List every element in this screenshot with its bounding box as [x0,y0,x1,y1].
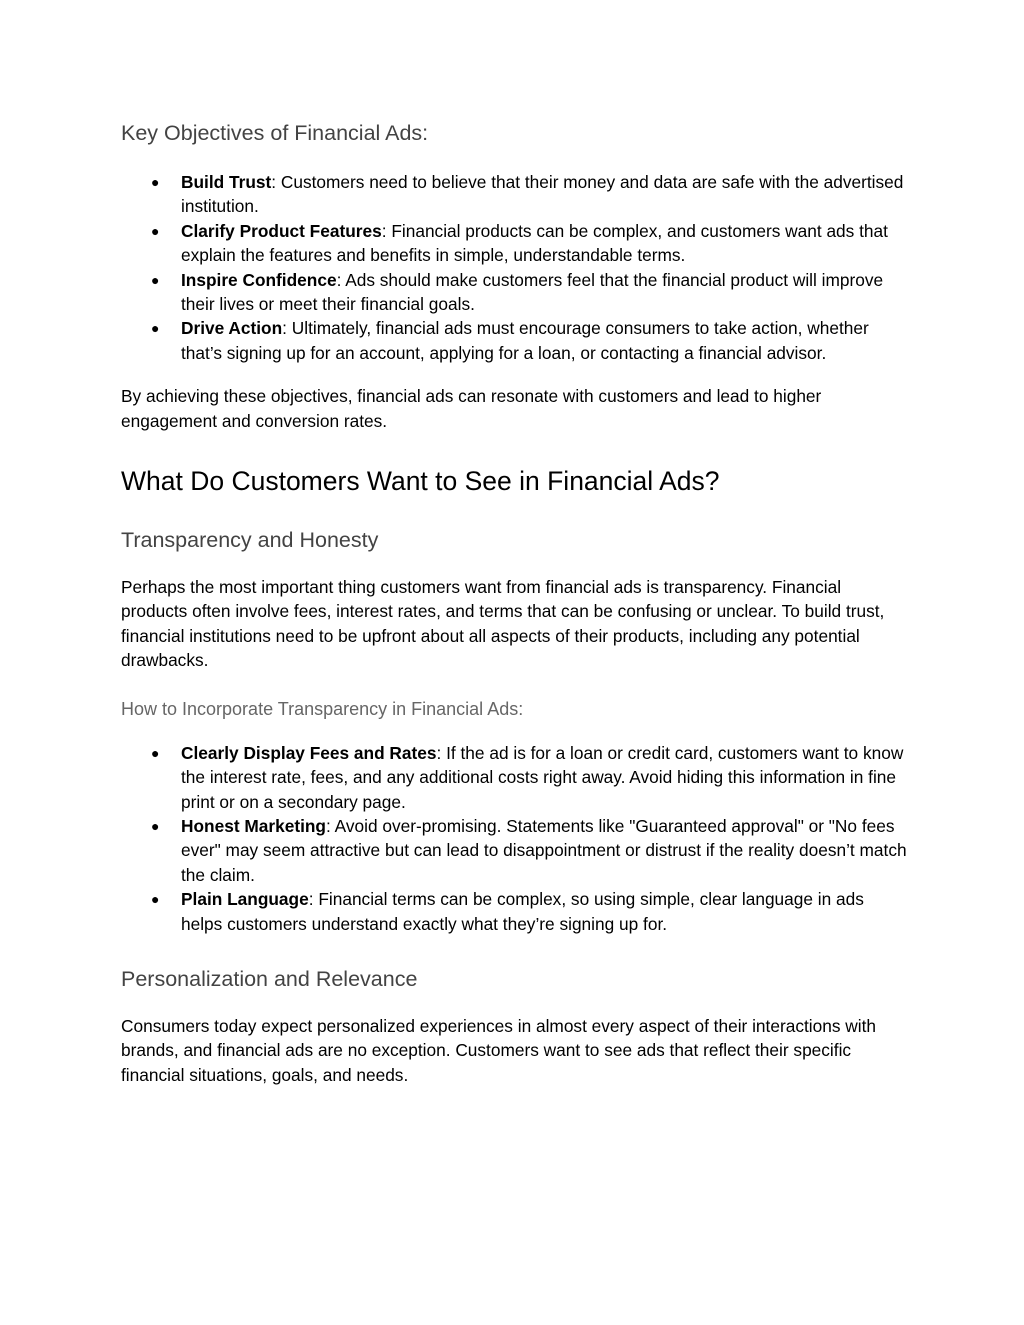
list-item-title: Honest Marketing [181,815,326,836]
bullet-icon: ● [151,222,160,239]
list-item [121,268,907,317]
bullet-icon: ● [151,817,160,834]
personalization-paragraph: Consumers today expect personalized experiences in almost every aspect of their interactions with brands, and financial ads are no exception. Customers want to see ads that reflect their specific financial situations, goals, and needs. [121,1015,876,1085]
list-item [121,814,907,887]
bullet-icon: ● [151,744,160,761]
section-title: What Do Customers Want to See in Financial Ads? [121,466,720,497]
document-page [121,118,907,1087]
objectives-summary: By achieving these objectives, financial ads can resonate with customers and lead to higher engagement and conversion rates. [121,386,822,431]
list-item-title: Build Trust [181,172,272,192]
list-item-text: : Customers need to believe that their money and data are safe with the advertised institution. [181,172,904,217]
bullet-icon: ● [151,271,160,288]
key-objectives-heading: Key Objectives of Financial Ads: [121,121,429,145]
list-item [121,887,907,936]
list-item-text: : Ultimately, financial ads must encourage consumers to take action, whether that’s signing up for an account, applying for a loan, or contacting a financial advisor. [181,318,869,363]
list-item-title: Clarify Product Features [181,220,382,241]
bullet-icon: ● [151,320,160,337]
bullet-icon: ● [151,174,160,190]
list-item-title: Inspire Confidence [181,269,337,290]
transparency-paragraph: Perhaps the most important thing customers want from financial ads is transparency. Financial products often involve fees, interest rates, and terms that can be confusing or unclear. To build trust, financial institutions need to be upfront about all aspects of their products, including any potential drawbacks. [121,577,885,671]
list-item [121,741,907,814]
list-item-title: Plain Language [181,889,309,910]
transparency-subheading: How to Incorporate Transparency in Financial Ads: [121,698,524,719]
list-item [121,316,907,365]
list-item-text: : If the ad is for a loan or credit card, customers want to know the interest rate, fees, and any additional costs right away. Avoid hiding this information in fine print or on a secondary page. [181,742,904,812]
list-item-text: : Financial products can be complex, and customers want ads that explain the features and benefits in simple, understandable terms. [181,220,888,266]
list-item [121,170,907,219]
list-item-text: : Ads should make customers feel that the financial product will improve their lives or meet their financial goals. [181,269,884,315]
transparency-heading: Transparency and Honesty [121,528,379,553]
list-item-text: : Avoid over-promising. Statements like "Guaranteed approval" or "No fees ever" may seem attractive but can lead to disappointment or distrust if the reality doesn’t match the claim. [181,815,907,885]
list-item [121,219,907,268]
list-item-text: : Financial terms can be complex, so using simple, clear language in ads helps customers understand exactly what they’re signing up for. [181,889,864,934]
transparency-list [121,741,907,936]
list-item-title: Clearly Display Fees and Rates [181,742,437,763]
bullet-icon: ● [151,891,160,908]
personalization-heading: Personalization and Relevance [121,966,418,991]
objectives-list [121,170,907,365]
list-item-title: Drive Action [181,318,283,339]
